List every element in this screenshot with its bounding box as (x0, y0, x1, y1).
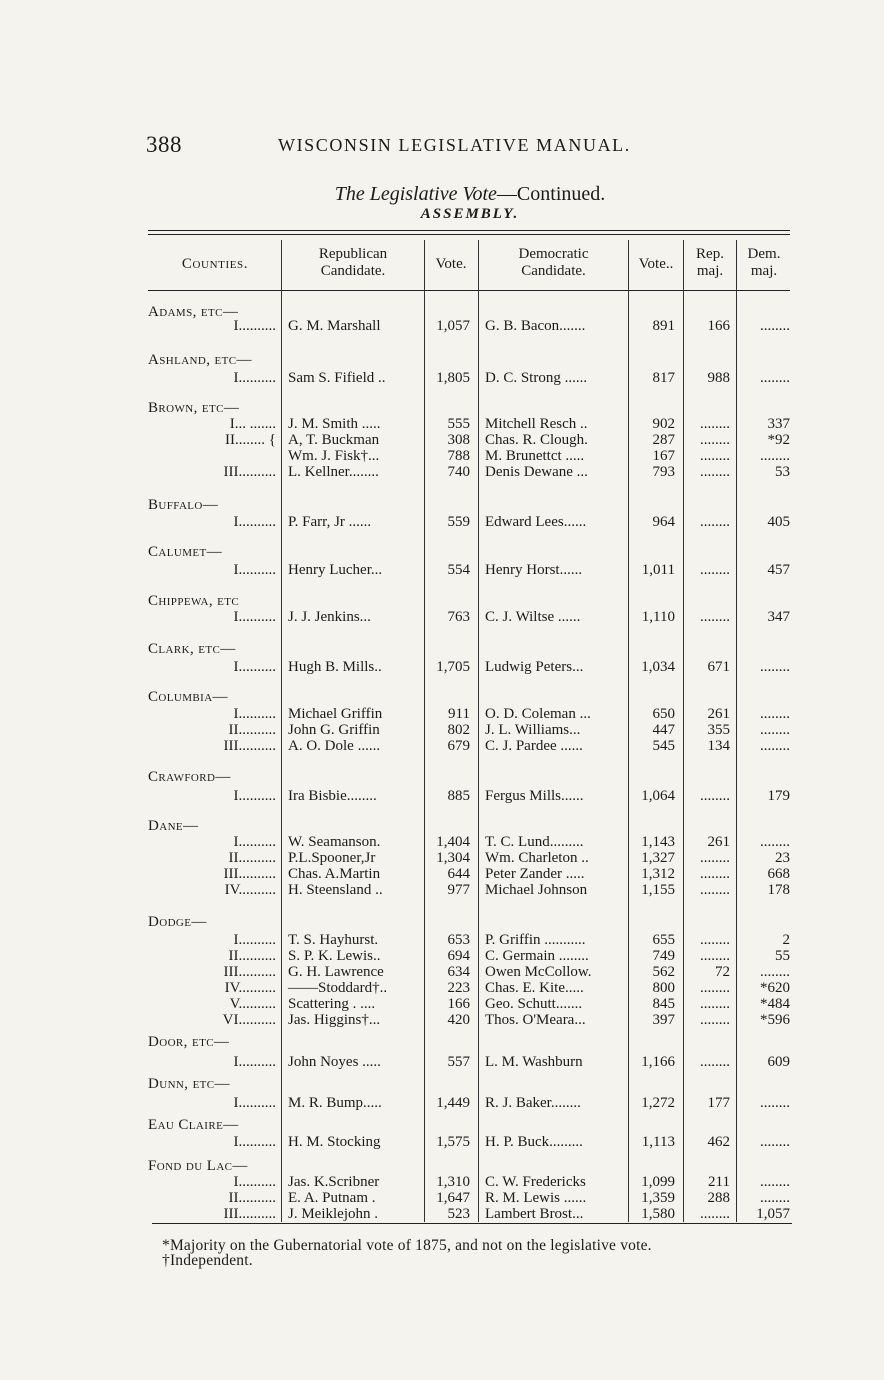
cell-rep: Jas. K.Scribner (288, 1174, 380, 1190)
cell-rep: H. Steensland .. (288, 882, 383, 898)
cell-dmaj: 23 (775, 850, 790, 866)
cell-rep: M. R. Bump..... (288, 1095, 382, 1111)
cell-rep: J. M. Smith ..... (288, 416, 381, 432)
cell-rvote: 634 (447, 964, 470, 980)
county-heading: Dunn, etc— (148, 1076, 230, 1092)
cell-rep: L. Kellner........ (288, 464, 379, 480)
cell-dvote: 793 (652, 464, 675, 480)
cell-dmaj: 55 (775, 948, 790, 964)
cell-rvote: 788 (447, 448, 470, 464)
cell-rep: Hugh B. Mills.. (288, 659, 382, 675)
cell-rmaj: ........ (700, 464, 730, 480)
cell-rmaj: ........ (700, 609, 730, 625)
cell-dvote: 1,580 (641, 1206, 675, 1222)
cell-district: I.......... (233, 1054, 276, 1070)
cell-dvote: 1,327 (641, 850, 675, 866)
header-dem-maj (737, 246, 791, 280)
cell-rmaj: ........ (700, 416, 730, 432)
cell-rep: H. M. Stocking (288, 1134, 381, 1150)
cell-dvote: 1,312 (641, 866, 675, 882)
cell-dvote: 845 (652, 996, 675, 1012)
cell-rep: W. Seamanson. (288, 834, 381, 850)
cell-rvote: 679 (447, 738, 470, 754)
cell-rmaj: ........ (700, 866, 730, 882)
cell-dmaj: ........ (760, 834, 790, 850)
cell-rvote: 1,404 (436, 834, 470, 850)
cell-district: IV.......... (224, 980, 276, 996)
cell-rvote: 1,705 (436, 659, 470, 675)
cell-dem: Lambert Brost... (485, 1206, 584, 1222)
cell-district: I.......... (233, 788, 276, 804)
cell-rvote: 166 (447, 996, 470, 1012)
cell-district: II.......... (228, 850, 276, 866)
cell-dvote: 1,166 (641, 1054, 675, 1070)
cell-dem: R. J. Baker........ (485, 1095, 581, 1111)
cell-dvote: 1,155 (641, 882, 675, 898)
cell-rvote: 1,057 (436, 318, 470, 334)
cell-dvote: 167 (652, 448, 675, 464)
county-heading: Columbia— (148, 689, 228, 705)
cell-district: II.......... (228, 722, 276, 738)
running-title: WISCONSIN LEGISLATIVE MANUAL. (278, 135, 631, 155)
cell-rvote: 1,304 (436, 850, 470, 866)
cell-dem: Chas. R. Clough. (485, 432, 588, 448)
page-header (146, 132, 796, 162)
cell-rmaj: 671 (707, 659, 730, 675)
cell-rvote: 1,449 (436, 1095, 470, 1111)
cell-dvote: 1,359 (641, 1190, 675, 1206)
cell-dmaj: *596 (760, 1012, 790, 1028)
cell-dem: Ludwig Peters... (485, 659, 584, 675)
county-heading: Dodge— (148, 914, 207, 930)
cell-rmaj: 288 (707, 1190, 730, 1206)
cell-dem: Fergus Mills...... (485, 788, 584, 804)
cell-dvote: 545 (652, 738, 675, 754)
cell-rmaj: ........ (700, 996, 730, 1012)
cell-dvote: 1,064 (641, 788, 675, 804)
cell-rep: J. J. Jenkins... (288, 609, 371, 625)
cell-rep: P. Farr, Jr ...... (288, 514, 372, 530)
cell-dmaj: 1,057 (756, 1206, 790, 1222)
cell-district: I.......... (233, 834, 276, 850)
header-vote-2: Vote.. (638, 256, 674, 272)
cell-rep: A, T. Buckman (288, 432, 380, 448)
cell-dem: J. L. Williams... (485, 722, 581, 738)
cell-rmaj: ........ (700, 948, 730, 964)
cell-dem: Michael Johnson (485, 882, 588, 898)
footnote-independent: †Independent. (162, 1252, 253, 1269)
cell-rep: T. S. Hayhurst. (288, 932, 379, 948)
column-divider (424, 240, 425, 1222)
page-number: 388 (146, 132, 182, 157)
header-counties: Counties. (181, 256, 249, 272)
column-divider (478, 240, 479, 1222)
cell-rvote: 420 (447, 1012, 470, 1028)
cell-dmaj: ........ (760, 1190, 790, 1206)
cell-dem: Denis Dewane ... (485, 464, 588, 480)
cell-rep: A. O. Dole ...... (288, 738, 381, 754)
cell-rvote: 644 (447, 866, 470, 882)
cell-dmaj: 53 (775, 464, 790, 480)
cell-district: III.......... (223, 866, 276, 882)
cell-dmaj: ........ (760, 448, 790, 464)
cell-rmaj: ........ (700, 1054, 730, 1070)
cell-dmaj: 178 (767, 882, 790, 898)
cell-rep: John Noyes ..... (288, 1054, 381, 1070)
table-header-rule (148, 290, 790, 291)
cell-rep: J. Meiklejohn . (288, 1206, 378, 1222)
cell-rvote: 694 (447, 948, 470, 964)
cell-district: III.......... (223, 1206, 276, 1222)
cell-district: I.......... (233, 1095, 276, 1111)
cell-rvote: 763 (447, 609, 470, 625)
cell-dmaj: ........ (760, 964, 790, 980)
cell-district: IV.......... (224, 882, 276, 898)
cell-rvote: 308 (447, 432, 470, 448)
cell-dem: Henry Horst...... (485, 562, 583, 578)
cell-rep: Wm. J. Fisk†... (288, 448, 380, 464)
cell-district: I.......... (233, 609, 276, 625)
cell-dvote: 817 (652, 370, 675, 386)
cell-rep: Jas. Higgins†... (288, 1012, 381, 1028)
cell-dmaj: 337 (767, 416, 790, 432)
cell-dvote: 1,272 (641, 1095, 675, 1111)
header-dem-candidate-line1: Democratic (518, 246, 589, 262)
cell-rep: Chas. A.Martin (288, 866, 381, 882)
cell-dem: Peter Zander ..... (485, 866, 585, 882)
cell-dmaj: ........ (760, 1134, 790, 1150)
cell-district: I.......... (233, 318, 276, 334)
cell-rmaj: ........ (700, 1206, 730, 1222)
cell-dvote: 397 (652, 1012, 675, 1028)
header-rep-candidate-line1: Republican (318, 246, 388, 262)
cell-district: I.......... (233, 514, 276, 530)
cell-dem: Mitchell Resch .. (485, 416, 588, 432)
county-heading: Eau Claire— (148, 1117, 239, 1133)
header-dem-candidate-line2: Candidate. (521, 263, 586, 279)
cell-rep: Henry Lucher... (288, 562, 383, 578)
table-title-continued: —Continued. (496, 183, 606, 205)
cell-dem: C. J. Wiltse ...... (485, 609, 581, 625)
cell-dem: C. W. Fredericks (485, 1174, 586, 1190)
cell-rvote: 223 (447, 980, 470, 996)
cell-rmaj: ........ (700, 850, 730, 866)
cell-rep: Scattering . .... (288, 996, 376, 1012)
section-subtitle: ASSEMBLY. (420, 206, 520, 222)
cell-dmaj: 179 (767, 788, 790, 804)
cell-district: I.......... (233, 562, 276, 578)
cell-rvote: 559 (447, 514, 470, 530)
cell-rmaj: 211 (708, 1174, 730, 1190)
cell-district: II........ { (225, 432, 276, 448)
cell-rmaj: 261 (707, 834, 730, 850)
cell-rvote: 557 (447, 1054, 470, 1070)
cell-rmaj: ........ (700, 788, 730, 804)
table-bottom-rule (152, 1223, 792, 1224)
county-heading: Door, etc— (148, 1034, 230, 1050)
cell-dem: R. M. Lewis ...... (485, 1190, 587, 1206)
cell-dmaj: 347 (767, 609, 790, 625)
cell-dem: C. J. Pardee ...... (485, 738, 583, 754)
cell-rep: G. H. Lawrence (288, 964, 384, 980)
cell-dmaj: *484 (760, 996, 790, 1012)
county-heading: Crawford— (148, 769, 231, 785)
cell-dvote: 1,011 (641, 562, 675, 578)
cell-dmaj: 457 (767, 562, 790, 578)
cell-rvote: 1,310 (436, 1174, 470, 1190)
table-title (146, 183, 794, 206)
cell-dem: Chas. E. Kite..... (485, 980, 584, 996)
cell-dmaj: ........ (760, 1174, 790, 1190)
cell-dvote: 650 (652, 706, 675, 722)
county-heading: Calumet— (148, 544, 223, 560)
footnote-majority: *Majority on the Gubernatorial vote of 1875, and not on the legislative vote. (162, 1237, 652, 1254)
cell-district: I.......... (233, 370, 276, 386)
cell-rvote: 523 (447, 1206, 470, 1222)
cell-rvote: 885 (447, 788, 470, 804)
column-divider (683, 240, 684, 1222)
cell-dmaj: *92 (767, 432, 790, 448)
cell-dmaj: ........ (760, 318, 790, 334)
cell-dmaj: ........ (760, 722, 790, 738)
cell-dem: L. M. Washburn (485, 1054, 583, 1070)
cell-dem: Edward Lees...... (485, 514, 587, 530)
cell-dvote: 562 (652, 964, 675, 980)
cell-rmaj: 177 (707, 1095, 730, 1111)
cell-dem: O. D. Coleman ... (485, 706, 591, 722)
cell-dmaj: ........ (760, 659, 790, 675)
cell-dmaj: 2 (782, 932, 790, 948)
cell-rvote: 1,805 (436, 370, 470, 386)
cell-dem: Thos. O'Meara... (485, 1012, 586, 1028)
cell-dvote: 891 (652, 318, 675, 334)
cell-rmaj: ........ (700, 932, 730, 948)
cell-dem: D. C. Strong ...... (485, 370, 588, 386)
cell-dvote: 800 (652, 980, 675, 996)
county-heading: Fond du Lac— (148, 1158, 248, 1174)
cell-rmaj: 134 (707, 738, 730, 754)
header-rep-candidate-line2: Candidate. (320, 263, 386, 279)
cell-dvote: 447 (652, 722, 675, 738)
cell-dmaj: *620 (760, 980, 790, 996)
county-heading: Buffalo— (148, 497, 219, 513)
cell-rep: Sam S. Fifield .. (288, 370, 386, 386)
cell-dem: H. P. Buck......... (485, 1134, 583, 1150)
cell-rvote: 911 (448, 706, 470, 722)
county-heading: Adams, etc— (148, 304, 239, 320)
cell-district: I.......... (233, 706, 276, 722)
cell-dvote: 1,113 (641, 1134, 675, 1150)
county-heading: Dane— (148, 818, 199, 834)
header-rep-maj-line1: Rep. (696, 246, 724, 262)
cell-rmaj: ........ (700, 562, 730, 578)
cell-dvote: 1,110 (641, 609, 675, 625)
header-vote: Vote. (435, 256, 467, 272)
cell-rep: Ira Bisbie........ (288, 788, 377, 804)
cell-dvote: 964 (652, 514, 675, 530)
cell-district: V.......... (229, 996, 276, 1012)
table-top-rule (148, 230, 790, 231)
cell-rmaj: 462 (707, 1134, 730, 1150)
cell-rmaj: ........ (700, 980, 730, 996)
header-rep-maj-line2: maj. (696, 263, 724, 279)
cell-district: I.......... (233, 659, 276, 675)
cell-dvote: 1,099 (641, 1174, 675, 1190)
header-dem-maj-line1: Dem. (747, 246, 781, 262)
cell-rep: G. M. Marshall (288, 318, 381, 334)
cell-dem: Geo. Schutt....... (485, 996, 583, 1012)
cell-district: I... ....... (229, 416, 276, 432)
cell-district: I.......... (233, 932, 276, 948)
cell-rmaj: 355 (707, 722, 730, 738)
cell-rvote: 653 (447, 932, 470, 948)
cell-dem: T. C. Lund......... (485, 834, 584, 850)
header-rep-candidate (283, 246, 423, 280)
cell-rmaj: 166 (707, 318, 730, 334)
table-title-italic: The Legislative Vote (334, 183, 497, 205)
cell-dvote: 749 (652, 948, 675, 964)
cell-district: III.......... (223, 964, 276, 980)
cell-district: II.......... (228, 1190, 276, 1206)
cell-dvote: 1,143 (641, 834, 675, 850)
cell-dem: Owen McCollow. (485, 964, 592, 980)
cell-dmaj: 668 (767, 866, 790, 882)
cell-dmaj: ........ (760, 370, 790, 386)
cell-rep: John G. Griffin (288, 722, 380, 738)
cell-dem: M. Brunettct ..... (485, 448, 585, 464)
cell-dvote: 655 (652, 932, 675, 948)
cell-rmaj: ........ (700, 1012, 730, 1028)
county-heading: Chippewa, etc (148, 593, 240, 609)
cell-district: III.......... (223, 464, 276, 480)
cell-rvote: 1,575 (436, 1134, 470, 1150)
cell-dmaj: ........ (760, 738, 790, 754)
cell-dmaj: 609 (767, 1054, 790, 1070)
cell-rvote: 740 (447, 464, 470, 480)
cell-rep: Michael Griffin (288, 706, 383, 722)
cell-district: I.......... (233, 1134, 276, 1150)
cell-dvote: 902 (652, 416, 675, 432)
cell-rvote: 1,647 (436, 1190, 470, 1206)
cell-rmaj: 261 (707, 706, 730, 722)
cell-rmaj: 988 (707, 370, 730, 386)
column-divider (281, 240, 282, 1222)
county-heading: Clark, etc— (148, 641, 236, 657)
cell-rvote: 802 (447, 722, 470, 738)
cell-dmaj: ........ (760, 1095, 790, 1111)
cell-rmaj: 72 (715, 964, 730, 980)
cell-rmaj: ........ (700, 432, 730, 448)
cell-dmaj: ........ (760, 706, 790, 722)
column-divider (628, 240, 629, 1222)
cell-district: III.......... (223, 738, 276, 754)
cell-rep: S. P. K. Lewis.. (288, 948, 381, 964)
cell-rmaj: ........ (700, 882, 730, 898)
county-heading: Ashland, etc— (148, 352, 252, 368)
cell-rmaj: ........ (700, 448, 730, 464)
header-rep-maj (684, 246, 736, 280)
cell-district: VI.......... (222, 1012, 276, 1028)
cell-dem: G. B. Bacon....... (485, 318, 586, 334)
cell-dvote: 1,034 (641, 659, 675, 675)
cell-district: I.......... (233, 1174, 276, 1190)
county-heading: Brown, etc— (148, 400, 240, 416)
column-divider (736, 240, 737, 1222)
cell-rep: E. A. Putnam . (288, 1190, 376, 1206)
cell-rvote: 555 (447, 416, 470, 432)
cell-rep: P.L.Spooner,Jr (288, 850, 376, 866)
cell-dem: P. Griffin ........... (485, 932, 586, 948)
cell-dvote: 287 (652, 432, 675, 448)
cell-dem: C. Germain ........ (485, 948, 589, 964)
header-dem-candidate (480, 246, 627, 280)
cell-rvote: 977 (447, 882, 470, 898)
cell-dmaj: 405 (767, 514, 790, 530)
cell-rvote: 554 (447, 562, 470, 578)
cell-rep: ——Stoddard†.. (288, 980, 388, 996)
header-dem-maj-line2: maj. (750, 263, 778, 279)
cell-district: II.......... (228, 948, 276, 964)
cell-dem: Wm. Charleton .. (485, 850, 589, 866)
cell-rmaj: ........ (700, 514, 730, 530)
table-top-rule-2 (148, 234, 790, 235)
